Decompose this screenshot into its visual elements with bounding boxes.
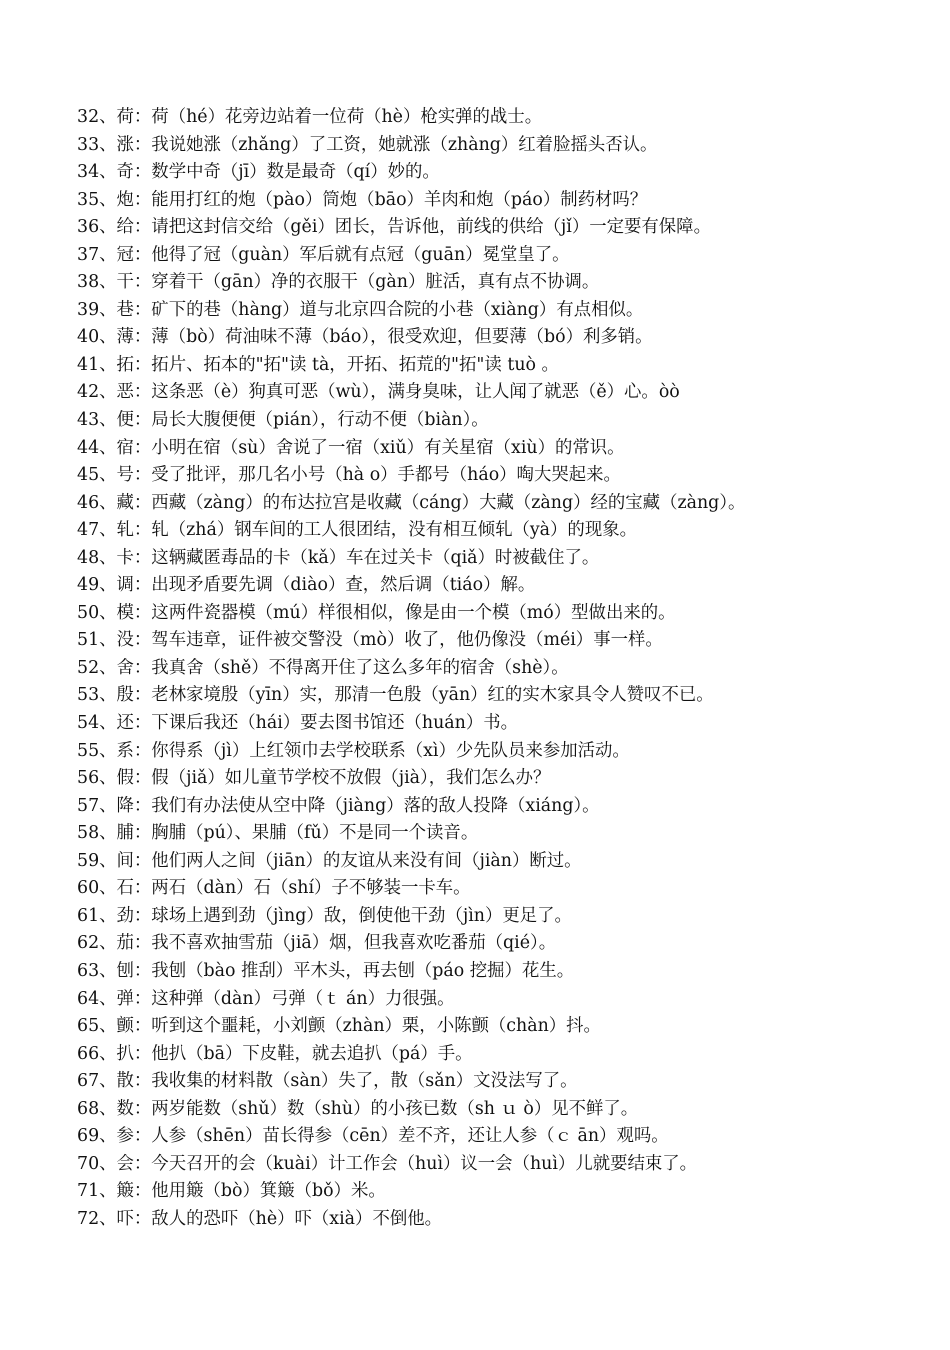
- text-line: 62、茄：我不喜欢抽雪茄（jiā）烟，但我喜欢吃番茄（qié）。: [77, 933, 557, 954]
- text-line: 34、奇：数学中奇（jī）数是最奇（qí）妙的。: [77, 162, 440, 183]
- text-line: 72、吓：敌人的恐吓（hè）吓（xià）不倒他。: [77, 1208, 443, 1229]
- text-line: 40、薄：薄（bò）荷油味不薄（báo），很受欢迎，但要薄（bó）利多销。: [77, 327, 653, 348]
- text-line: 67、散：我收集的材料散（sàn）失了，散（sǎn）文没法写了。: [77, 1071, 578, 1092]
- text-line: 38、干：穿着干（gān）净的衣服干（gàn）脏活，真有点不协调。: [77, 272, 600, 293]
- text-line: 35、炮：能用打红的炮（pào）筒炮（bāo）羊肉和炮（páo）制药材吗？: [77, 189, 648, 210]
- text-line: 48、卡：这辆藏匿毒品的卡（kǎ）车在过关卡（qiǎ）时被截住了。: [77, 547, 600, 568]
- text-line: 49、调：出现矛盾要先调（diào）查，然后调（tiáo）解。: [77, 575, 536, 596]
- text-line: 37、冠：他得了冠（guàn）军后就有点冠（guān）冕堂皇了。: [77, 244, 570, 265]
- text-line: 33、涨：我说她涨（zhǎng）了工资，她就涨（zhàng）红着脸摇头否认。: [77, 134, 658, 155]
- text-line: 58、脯：胸脯（pú）、果脯（fǔ）不是同一个读音。: [77, 823, 479, 844]
- text-line: 50、模：这两件瓷器模（mú）样很相似，像是由一个模（mó）型做出来的。: [77, 602, 676, 623]
- text-line: 45、号：受了批评，那几名小号（hà ο）手都号（háo）啕大哭起来。: [77, 465, 621, 486]
- text-line: 71、簸：他用簸（bò）箕簸（bǒ）米。: [77, 1181, 386, 1202]
- text-line: 65、颤：听到这个噩耗，小刘颤（zhàn）栗，小陈颤（chàn）抖。: [77, 1016, 601, 1037]
- text-line: 41、拓：拓片、拓本的"拓"读 tà，开拓、拓荒的"拓"读 tuò 。: [77, 354, 559, 375]
- text-line: 60、石：两石（dàn）石（shí）子不够装一卡车。: [77, 878, 471, 899]
- text-line: 64、弹：这种弹（dàn）弓弹（ｔ án）力很强。: [77, 988, 455, 1009]
- text-line: 51、没：驾车违章，证件被交警没（mò）收了，他仍像没（méi）事一样。: [77, 630, 663, 651]
- text-line: 32、荷：荷（hé）花旁边站着一位荷（hè）枪实弹的战士。: [77, 107, 543, 127]
- text-line: 63、刨：我刨（bào 推刮）平木头，再去刨（páo 挖掘）花生。: [77, 960, 575, 981]
- text-line: 36、给：请把这封信交给（gěi）团长，告诉他，前线的供给（jǐ）一定要有保障。: [77, 217, 711, 238]
- text-line: 42、恶：这条恶（è）狗真可恶（wù），满身臭味，让人闻了就恶（ě）心。òò: [77, 382, 680, 403]
- text-line: 56、假：假（jiǎ）如儿童节学校不放假（jià），我们怎么办？: [77, 768, 551, 789]
- text-line: 47、轧：轧（zhá）钢车间的工人很团结，没有相互倾轧（yà）的现象。: [77, 520, 637, 541]
- text-line: 44、宿：小明在宿（sù）舍说了一宿（xiǔ）有关星宿（xiù）的常识。: [77, 437, 625, 458]
- text-line: 46、藏：西藏（zàng）的布达拉宫是收藏（cáng）大藏（zàng）经的宝藏（zàng）。: [77, 492, 746, 513]
- text-line: 54、还：下课后我还（hái）要去图书馆还（huán）书。: [77, 713, 519, 734]
- text-line: 59、间：他们两人之间（jiān）的友谊从来没有间（jiàn）断过。: [77, 850, 582, 871]
- text-line: 39、巷：矿下的巷（hàng）道与北京四合院的小巷（xiàng）有点相似。: [77, 299, 644, 320]
- text-line: 55、系：你得系（jì）上红领巾去学校联系（xì）少先队员来参加活动。: [77, 740, 630, 761]
- text-line: 68、数：两岁能数（shǔ）数（shù）的小孩已数（sh ｕ ò）见不鲜了。: [77, 1098, 639, 1119]
- text-line: 66、扒：他扒（bā）下皮鞋，就去追扒（pá）手。: [77, 1043, 473, 1064]
- text-line: 70、会：今天召开的会（kuài）计工作会（huì）议一会（huì）儿就要结束了。: [77, 1153, 698, 1174]
- text-line: 53、殷：老林家境殷（yīn）实，那清一色殷（yān）红的实木家具令人赞叹不已。: [77, 685, 714, 706]
- text-line: 52、舍：我真舍（shě）不得离开住了这么多年的宿舍（shè）。: [77, 657, 569, 678]
- text-line: 57、降：我们有办法使从空中降（jiàng）落的敌人投降（xiáng）。: [77, 795, 600, 816]
- text-line: 43、便：局长大腹便便（pián），行动不便（biàn）。: [77, 410, 489, 431]
- polyphonic-character-list: [77, 104, 937, 1233]
- text-line: 61、劲：球场上遇到劲（jìng）敌，倒使他干劲（jìn）更足了。: [77, 905, 572, 926]
- text-line: 69、参：人参（shēn）苗长得参（cēn）差不齐，还让人参（ｃ ān）观吗。: [77, 1126, 669, 1147]
